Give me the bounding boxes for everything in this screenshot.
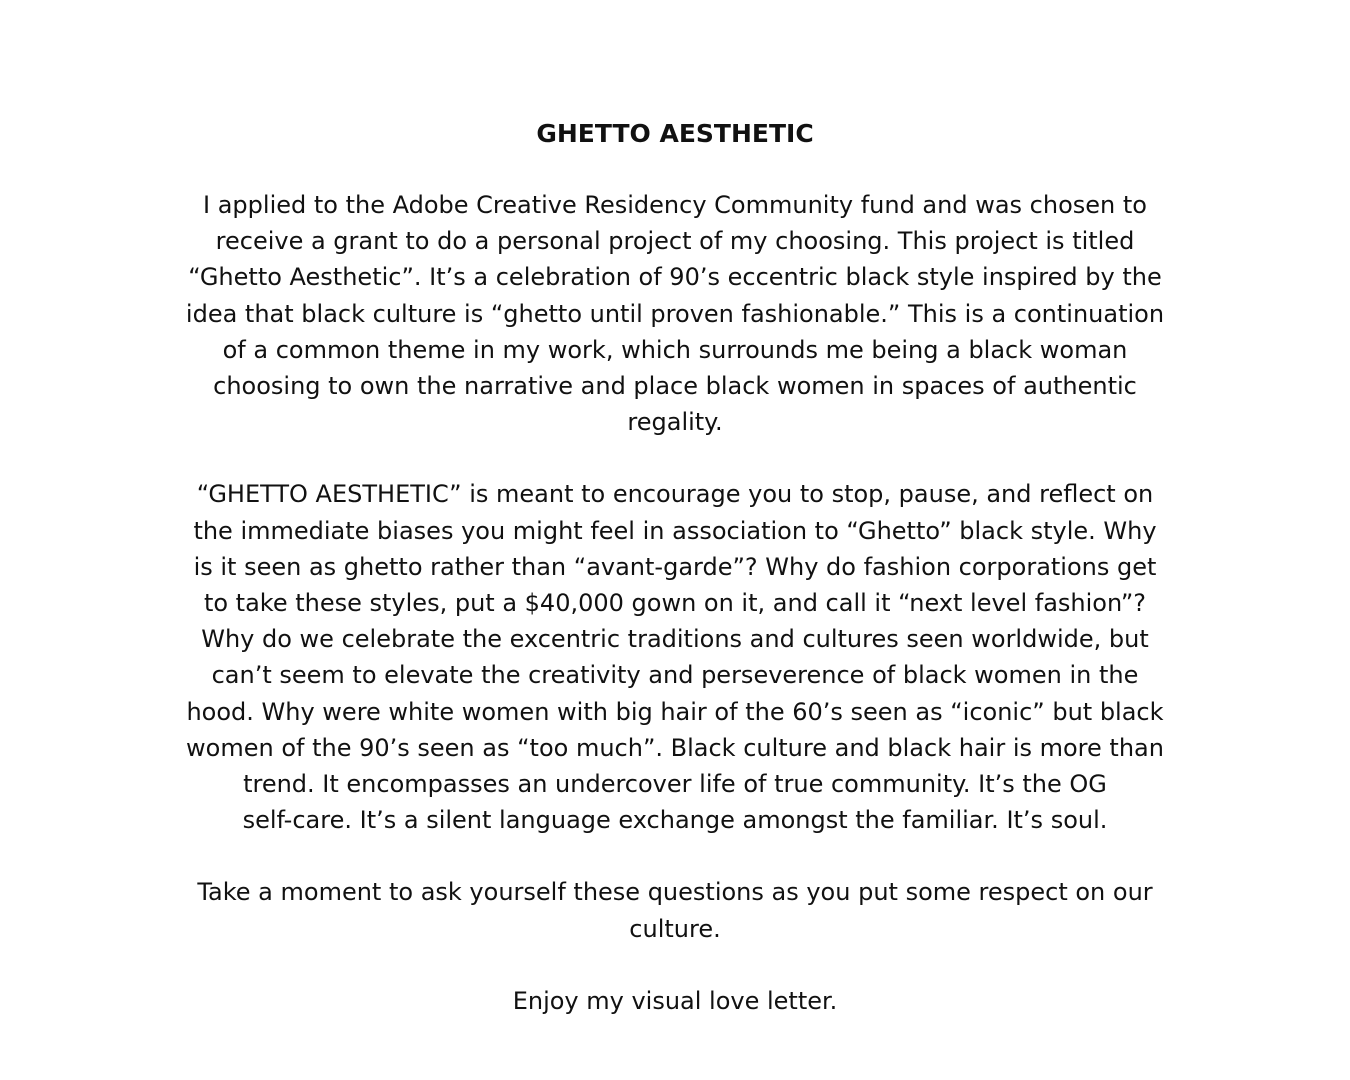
text-line: regality. [627, 408, 723, 437]
paragraph-questions [120, 476, 1230, 838]
text-line: the immediate biases you might feel in association to “Ghetto” black style. Why [193, 516, 1157, 545]
spacer [0, 440, 1350, 476]
spacer [0, 838, 1350, 874]
text-line: trend. It encompasses an undercover life of true community. It’s the OG [243, 770, 1107, 799]
text-line: of a common theme in my work, which surrounds me being a black woman [222, 335, 1128, 364]
text-line: Why do we celebrate the excentric traditions and cultures seen worldwide, but [201, 625, 1149, 654]
text-line: receive a grant to do a personal project of my choosing. This project is titled [215, 227, 1135, 256]
text-line: is it seen as ghetto rather than “avant-garde”? Why do fashion corporations get [193, 552, 1157, 581]
text-line: Enjoy my visual love letter. [512, 986, 838, 1015]
spacer [0, 947, 1350, 983]
paragraph-intro [120, 187, 1230, 440]
text-line: can’t seem to elevate the creativity and perseverence of black women in the [211, 661, 1139, 690]
text-line: to take these styles, put a $40,000 gown on it, and call it “next level fashion”? [203, 589, 1147, 618]
text-line: choosing to own the narrative and place black women in spaces of authentic [213, 372, 1137, 401]
text-line: hood. Why were white women with big hair of the 60’s seen as “iconic” but black [186, 697, 1164, 726]
text-line: “GHETTO AESTHETIC” is meant to encourage you to stop, pause, and reflect on [196, 480, 1154, 509]
text-line: “Ghetto Aesthetic”. It’s a celebration of 90’s eccentric black style inspired by the [188, 263, 1162, 292]
text-line: culture. [629, 914, 721, 943]
text-line: I applied to the Adobe Creative Residency Community fund and was chosen to [203, 191, 1147, 219]
page-title: GHETTO AESTHETIC [536, 119, 814, 148]
paragraph-closing [120, 983, 1230, 1019]
text-line: Take a moment to ask yourself these questions as you put some respect on our [197, 878, 1153, 907]
text-line: self-care. It’s a silent language exchange amongst the familiar. It’s soul. [242, 806, 1108, 835]
text-line: idea that black culture is “ghetto until proven fashionable.” This is a continuation [185, 299, 1165, 328]
spacer [0, 151, 1350, 187]
paragraph-reflection [120, 874, 1230, 946]
text-line: women of the 90’s seen as “too much”. Black culture and black hair is more than [186, 733, 1164, 762]
